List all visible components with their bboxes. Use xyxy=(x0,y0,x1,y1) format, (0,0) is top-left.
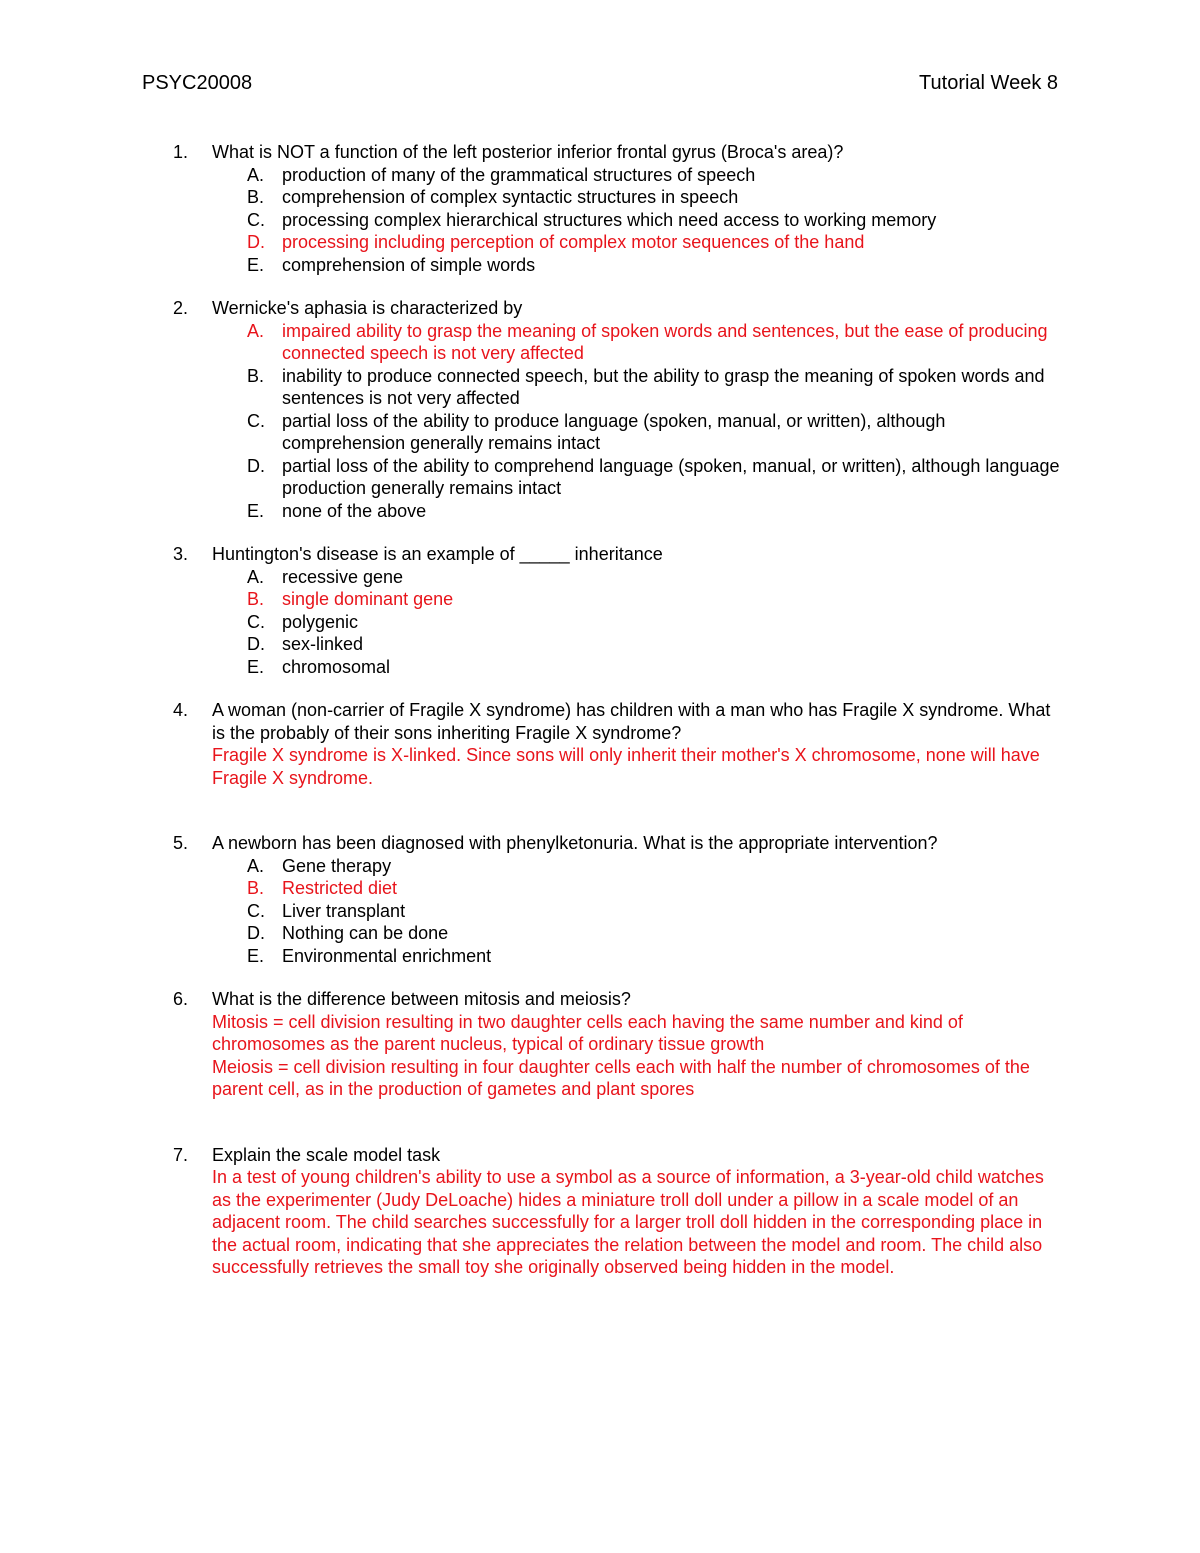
option-letter: A. xyxy=(247,855,265,876)
option-e xyxy=(247,254,1063,277)
option-e xyxy=(247,500,1063,523)
question-1 xyxy=(173,141,1063,276)
question-2 xyxy=(173,297,1063,522)
option-text: Nothing can be done xyxy=(282,923,449,943)
option-letter: E. xyxy=(247,500,265,521)
option-b xyxy=(247,186,1063,209)
option-letter: C. xyxy=(247,410,265,431)
option-d xyxy=(247,633,1063,656)
option-text: Environmental enrichment xyxy=(282,945,492,966)
option-text: processing complex hierarchical structures which need access to working memory xyxy=(282,209,937,230)
question-7 xyxy=(173,1144,1063,1279)
question-4 xyxy=(173,699,1063,789)
option-d xyxy=(247,922,1063,945)
option-a xyxy=(247,164,1063,187)
option-letter: E. xyxy=(247,945,265,966)
question-text: A newborn has been diagnosed with phenylketonuria. What is the appropriate intervention? xyxy=(212,833,938,853)
answer-text: In a test of young children's ability to use a symbol as a source of information, a 3-year-old child watches as the experimenter (Judy DeLoache) hides a miniature troll doll under a pillow in a scale model of an adjacent room. The child searches successfully for a larger troll doll hidden in the corresponding place in the actual room, indicating that she appreciates the relation between the model and room. The child also successfully retrieves the small toy she originally observed being hidden in the model. xyxy=(212,1167,1044,1277)
option-text: partial loss of the ability to produce language (spoken, manual, or written), although comprehension generally remains intact xyxy=(282,410,946,453)
option-letter: B. xyxy=(247,365,265,386)
option-letter: B. xyxy=(247,878,265,898)
question-number: 5. xyxy=(173,833,189,853)
tutorial-title: Tutorial Week 8 xyxy=(919,72,1058,94)
option-c xyxy=(247,209,1063,232)
question-5 xyxy=(173,832,1063,967)
question-number: 6. xyxy=(173,989,189,1009)
option-c xyxy=(247,900,1063,923)
option-text: single dominant gene xyxy=(282,589,454,609)
question-text: A woman (non-carrier of Fragile X syndrome) has children with a man who has Fragile X syndrome. What is the probably of their sons inheriting Fragile X syndrome? xyxy=(212,700,1051,743)
option-b xyxy=(247,365,1063,410)
question-text: What is NOT a function of the left posterior inferior frontal gyrus (Broca's area)? xyxy=(212,142,844,162)
option-e xyxy=(247,656,1063,679)
option-text: recessive gene xyxy=(282,566,404,587)
option-letter: D. xyxy=(247,232,265,252)
question-3 xyxy=(173,543,1063,678)
option-list xyxy=(173,164,1063,277)
answer-text: Fragile X syndrome is X-linked. Since sons will only inherit their mother's X chromosome, none will have Fragile X syndrome. xyxy=(212,745,1040,788)
option-letter: B. xyxy=(247,589,265,609)
option-text: inability to produce connected speech, but the ability to grasp the meaning of spoken words and sentences is not very affected xyxy=(282,365,1045,408)
option-e xyxy=(247,945,1063,968)
option-text: sex-linked xyxy=(282,634,364,654)
option-d-correct xyxy=(247,231,1063,254)
option-d xyxy=(247,455,1063,500)
option-c xyxy=(247,410,1063,455)
option-letter: C. xyxy=(247,209,265,230)
option-text: partial loss of the ability to comprehend language (spoken, manual, or written), although language production generally remains intact xyxy=(282,455,1060,498)
option-text: Restricted diet xyxy=(282,878,398,898)
option-letter: D. xyxy=(247,923,265,943)
option-text: none of the above xyxy=(282,500,427,521)
option-text: production of many of the grammatical structures of speech xyxy=(282,164,756,185)
question-text: Explain the scale model task xyxy=(212,1144,441,1165)
option-text: impaired ability to grasp the meaning of spoken words and sentences, but the ease of producing connected speech is not very affected xyxy=(282,320,1048,363)
question-text: What is the difference between mitosis and meiosis? xyxy=(212,989,631,1009)
option-text: comprehension of complex syntactic structures in speech xyxy=(282,187,739,207)
question-text: Wernicke's aphasia is characterized by xyxy=(212,298,523,318)
answer-mitosis: Mitosis = cell division resulting in two daughter cells each having the same number and kind of chromosomes as the parent nucleus, typical of ordinary tissue growth xyxy=(212,1011,963,1054)
option-text: chromosomal xyxy=(282,656,391,677)
option-letter: A. xyxy=(247,320,265,341)
option-text: Gene therapy xyxy=(282,855,392,876)
question-6 xyxy=(173,988,1063,1101)
option-letter: C. xyxy=(247,611,265,632)
question-number: 7. xyxy=(173,1144,189,1165)
option-b-correct xyxy=(247,877,1063,900)
option-letter: C. xyxy=(247,900,265,921)
option-text: comprehension of simple words xyxy=(282,254,536,275)
option-letter: E. xyxy=(247,254,265,275)
option-c xyxy=(247,611,1063,634)
option-letter: D. xyxy=(247,455,265,476)
course-code: PSYC20008 xyxy=(142,72,253,94)
option-text: Liver transplant xyxy=(282,900,406,921)
option-a xyxy=(247,566,1063,589)
option-b-correct xyxy=(247,588,1063,611)
option-list xyxy=(173,320,1063,523)
option-text: processing including perception of complex motor sequences of the hand xyxy=(282,232,865,252)
option-letter: D. xyxy=(247,634,265,654)
option-text: polygenic xyxy=(282,611,359,632)
question-text: Huntington's disease is an example of _____ inheritance xyxy=(212,544,663,564)
option-letter: E. xyxy=(247,656,265,677)
question-number: 4. xyxy=(173,700,189,720)
option-list xyxy=(173,566,1063,679)
question-number: 3. xyxy=(173,544,189,564)
option-a xyxy=(247,855,1063,878)
option-letter: B. xyxy=(247,187,265,207)
option-letter: A. xyxy=(247,566,265,587)
question-number: 1. xyxy=(173,142,189,162)
question-list xyxy=(173,141,1063,1300)
option-letter: A. xyxy=(247,164,265,185)
question-number: 2. xyxy=(173,298,189,318)
option-a-correct xyxy=(247,320,1063,365)
option-list xyxy=(173,855,1063,968)
answer-meiosis: Meiosis = cell division resulting in four daughter cells each with half the number of chromosomes of the parent cell, as in the production of gametes and plant spores xyxy=(212,1056,1030,1099)
